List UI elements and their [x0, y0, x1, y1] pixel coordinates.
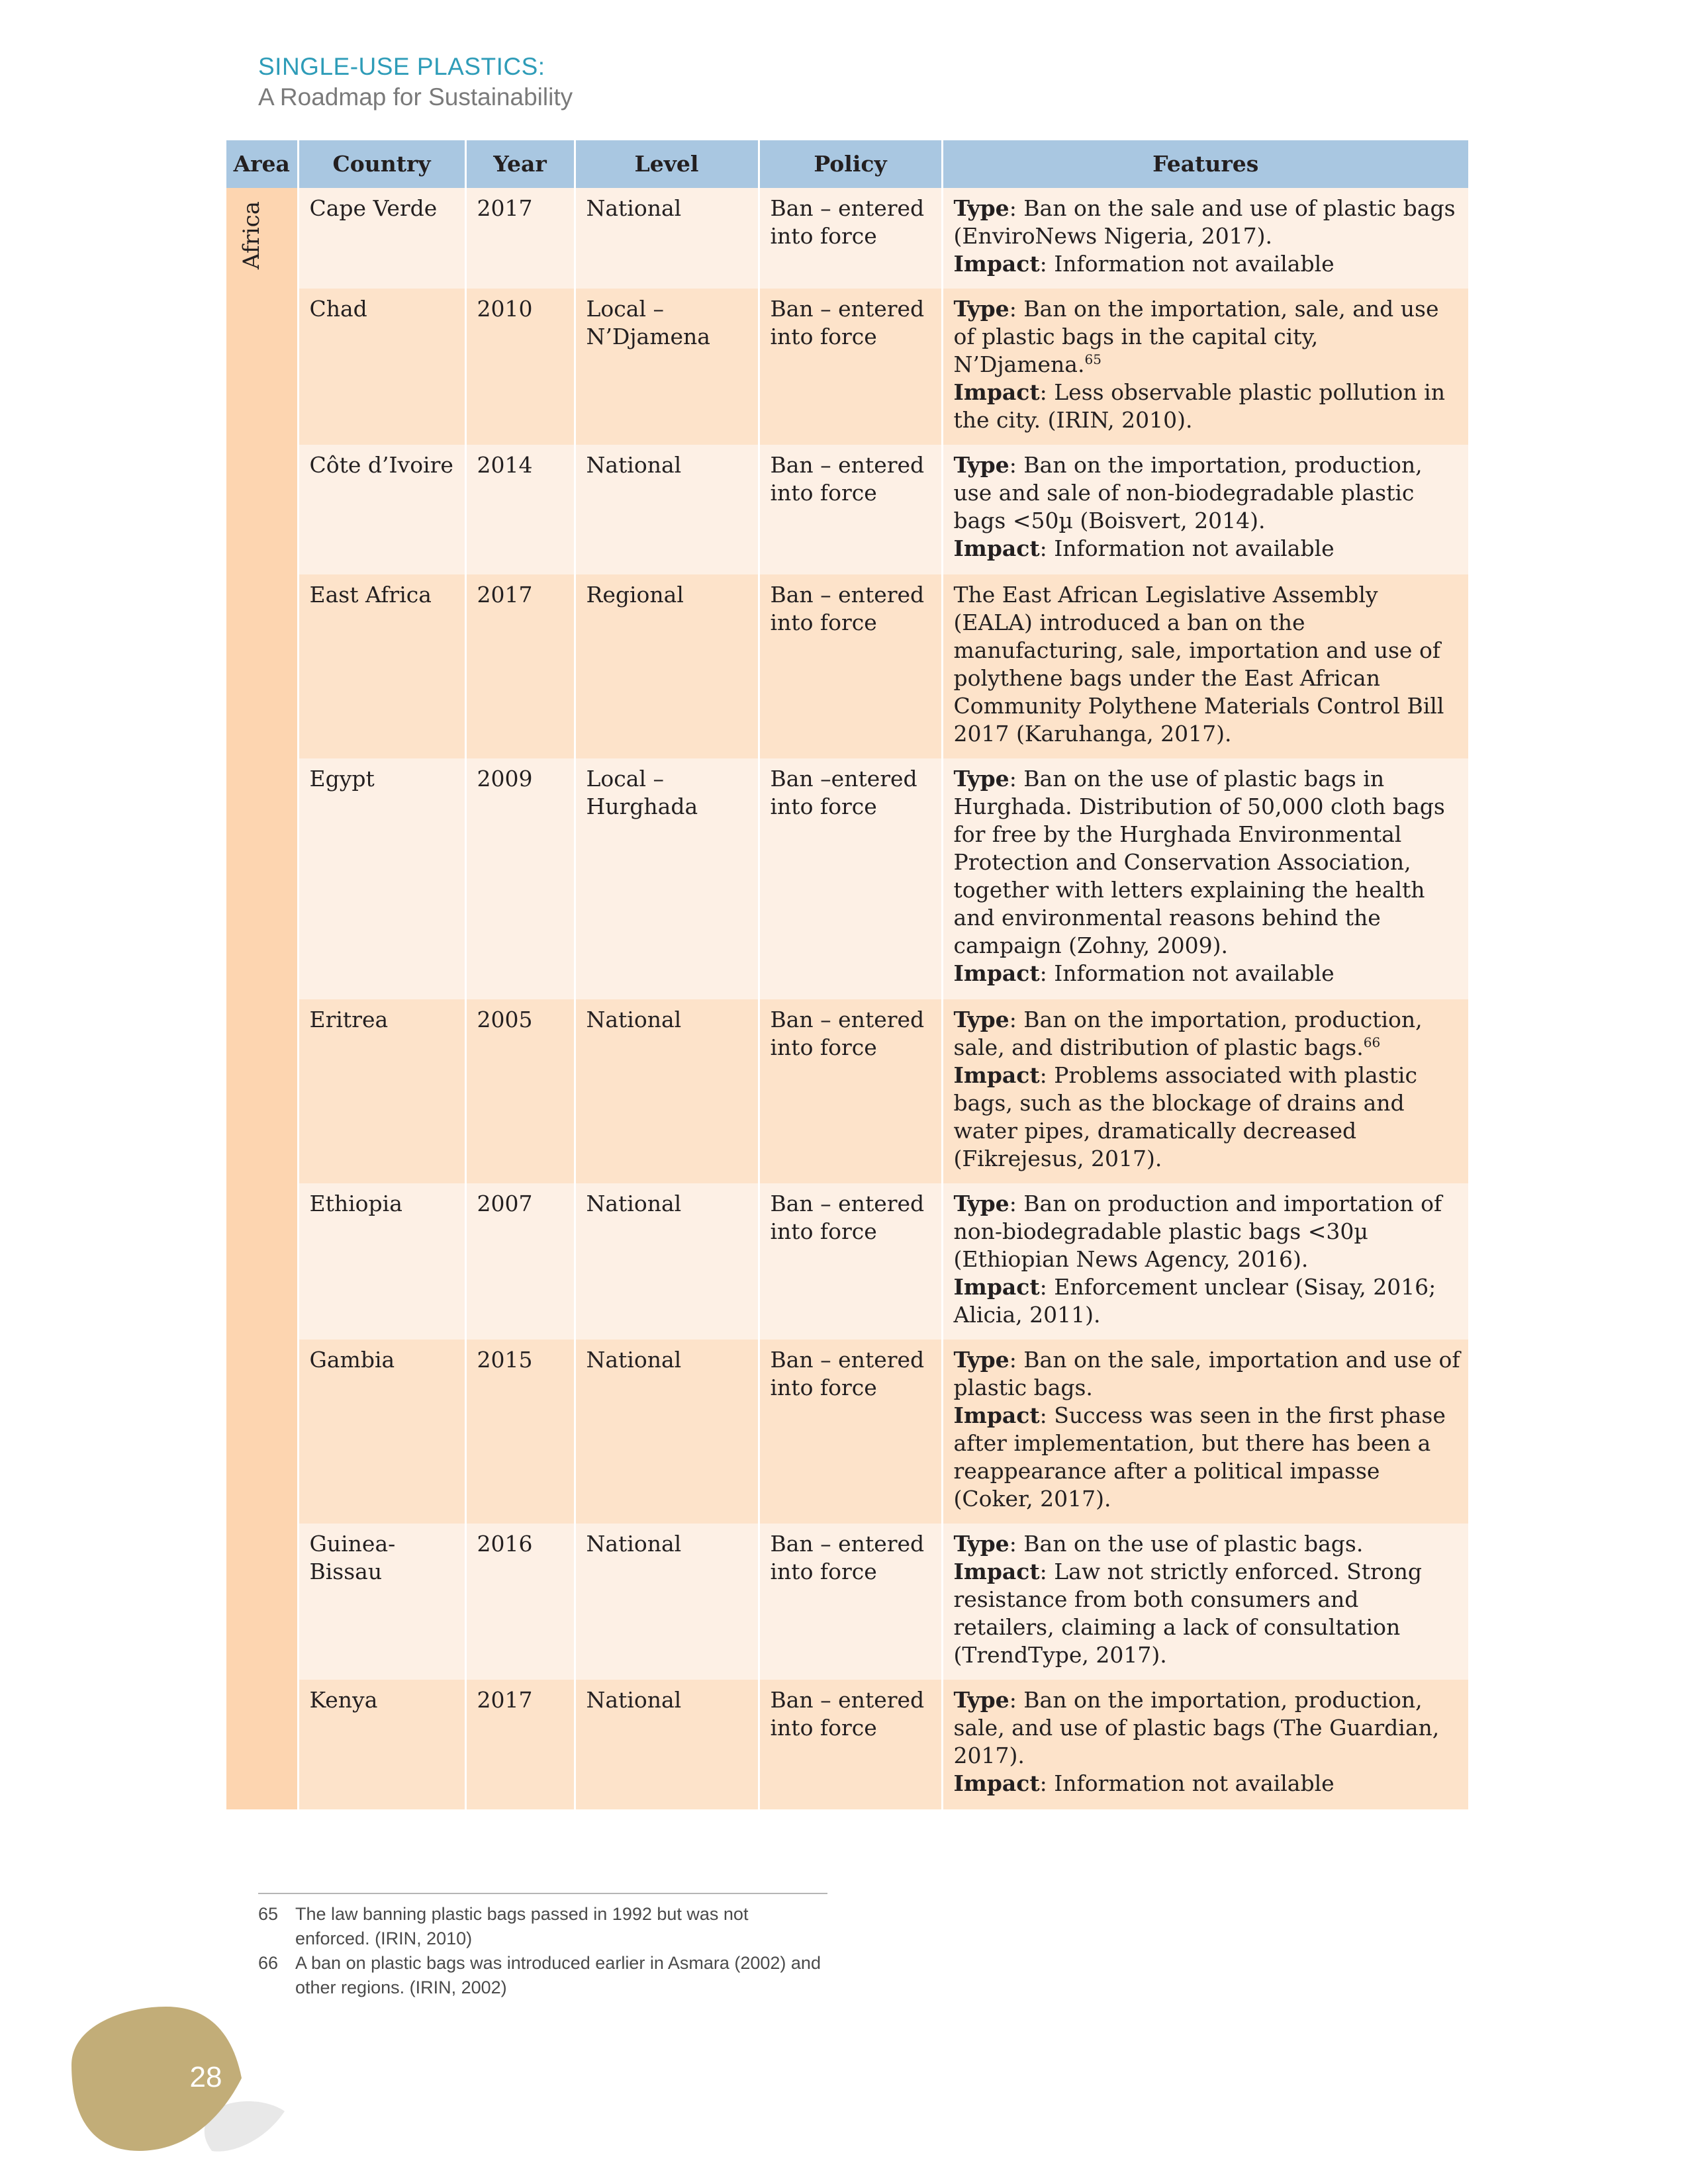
features-impact [954, 535, 1461, 563]
features-impact [954, 960, 1461, 987]
level-cell: Local – Hurghada [575, 758, 759, 999]
footnote-ref[interactable]: 66 [1363, 1034, 1381, 1050]
features-type [954, 1346, 1461, 1402]
features-impact [954, 250, 1461, 278]
footnote-divider [258, 1893, 827, 1894]
impact-label: Impact [953, 1062, 1040, 1088]
year-cell: 2017 [465, 188, 575, 289]
type-label: Type [953, 1191, 1009, 1216]
type-text: : Ban on the importation, sale, and use of plastic bags in the capital city, N’Djamena. [953, 296, 1439, 377]
impact-label: Impact [953, 1274, 1040, 1300]
features-cell [942, 574, 1468, 758]
features-cell [942, 758, 1468, 999]
impact-label: Impact [953, 379, 1040, 405]
country-cell: Guinea-Bissau [298, 1524, 465, 1680]
col-header-year: Year [465, 140, 575, 188]
level-cell: Regional [575, 574, 759, 758]
policy-table [226, 140, 1468, 1809]
type-text: : Ban on production and importation of non-biodegradable plastic bags <30µ (Ethiopian News Agency, 2016). [953, 1191, 1442, 1272]
table-row [226, 1680, 1468, 1809]
features-cell [942, 445, 1468, 574]
policy-cell: Ban – entered into force [759, 289, 942, 445]
type-label: Type [953, 195, 1009, 221]
running-header [258, 52, 573, 113]
impact-text: : Less observable plastic pollution in the city. (IRIN, 2010). [953, 379, 1445, 433]
policy-cell: Ban – entered into force [759, 1680, 942, 1809]
document-title: SINGLE-USE PLASTICS: [258, 53, 545, 80]
level-cell: National [575, 1524, 759, 1680]
features-type [954, 451, 1461, 535]
footnotes [258, 1893, 827, 2000]
type-label: Type [953, 1531, 1009, 1557]
policy-cell: Ban – entered into force [759, 1524, 942, 1680]
level-cell: National [575, 999, 759, 1183]
type-text: : Ban on the sale and use of plastic bags (EnviroNews Nigeria, 2017). [953, 195, 1456, 249]
area-cell [226, 188, 298, 1809]
level-cell: National [575, 1183, 759, 1340]
policy-cell: Ban – entered into force [759, 188, 942, 289]
level-cell: National [575, 1680, 759, 1809]
type-label: Type [953, 1687, 1009, 1713]
type-label: Type [953, 766, 1009, 792]
country-cell: Kenya [298, 1680, 465, 1809]
features-cell [942, 1524, 1468, 1680]
country-cell: Ethiopia [298, 1183, 465, 1340]
table-header-row [226, 140, 1468, 188]
country-cell: Eritrea [298, 999, 465, 1183]
features-impact [954, 1558, 1461, 1669]
impact-label: Impact [953, 1402, 1040, 1428]
impact-text: : Problems associated with plastic bags, such as the blockage of drains and water pipes, dramatically decreased (Fikrejesus, 2017). [953, 1062, 1417, 1171]
policy-cell: Ban – entered into force [759, 1183, 942, 1340]
features-type [954, 1190, 1461, 1273]
col-header-area: Area [226, 140, 298, 188]
country-cell: Cape Verde [298, 188, 465, 289]
footnote-text: The law banning plastic bags passed in 1992 but was not enforced. (IRIN, 2010) [295, 1904, 749, 1948]
type-text: : Ban on the use of plastic bags in Hurghada. Distribution of 50,000 cloth bags for free by the Hurghada Environmental Protection and Conservation Association, together with letters explaining the health and environmental reasons behind the campaign (Zohny, 2009). [953, 766, 1445, 958]
features-cell [942, 1340, 1468, 1524]
features-impact [954, 379, 1461, 434]
page-number: 28 [189, 2061, 222, 2093]
impact-label: Impact [953, 1770, 1040, 1796]
table-row [226, 289, 1468, 445]
year-cell: 2014 [465, 445, 575, 574]
country-cell: Chad [298, 289, 465, 445]
impact-text: : Law not strictly enforced. Strong resistance from both consumers and retailers, claiming a lack of consultation (TrendType, 2017). [953, 1559, 1423, 1668]
document-subtitle: A Roadmap for Sustainability [258, 83, 573, 111]
footnote-text: A ban on plastic bags was introduced earlier in Asmara (2002) and other regions. (IRIN, 2002) [295, 1953, 821, 1997]
country-cell: Egypt [298, 758, 465, 999]
features-cell [942, 188, 1468, 289]
col-header-policy: Policy [759, 140, 942, 188]
year-cell: 2017 [465, 574, 575, 758]
year-cell: 2016 [465, 1524, 575, 1680]
features-impact [954, 1273, 1461, 1329]
country-cell: Côte d’Ivoire [298, 445, 465, 574]
features-text: The East African Legislative Assembly (EALA) introduced a ban on the manufacturing, sale, importation and use of polythene bags under the East African Community Polythene Materials Control Bill 2017 (Karuhanga, 2017). [953, 582, 1444, 747]
impact-text: : Information not available [1039, 960, 1335, 986]
impact-text: : Enforcement unclear (Sisay, 2016; Alicia, 2011). [953, 1274, 1436, 1328]
impact-label: Impact [953, 960, 1040, 986]
features-type [954, 295, 1461, 379]
features-cell [942, 289, 1468, 445]
type-label: Type [953, 452, 1009, 478]
type-label: Type [953, 1347, 1009, 1373]
features-cell [942, 1680, 1468, 1809]
table-row [226, 1183, 1468, 1340]
footnote-ref[interactable]: 65 [1084, 351, 1102, 367]
impact-label: Impact [953, 535, 1040, 561]
country-cell: Gambia [298, 1340, 465, 1524]
policy-cell: Ban – entered into force [759, 445, 942, 574]
impact-text: : Information not available [1039, 535, 1335, 561]
type-label: Type [953, 1007, 1009, 1032]
level-cell: Local – N’Djamena [575, 289, 759, 445]
type-label: Type [953, 296, 1009, 322]
table-row [226, 445, 1468, 574]
features-type [954, 1686, 1461, 1770]
level-cell: National [575, 188, 759, 289]
features-impact [954, 1402, 1461, 1513]
col-header-country: Country [298, 140, 465, 188]
level-cell: National [575, 1340, 759, 1524]
policy-cell: Ban – entered into force [759, 999, 942, 1183]
features-cell [942, 999, 1468, 1183]
policy-cell: Ban – entered into force [759, 1340, 942, 1524]
table-row [226, 188, 1468, 289]
features-impact [954, 1062, 1461, 1173]
table-row [226, 758, 1468, 999]
impact-text: : Success was seen in the first phase after implementation, but there has been a reappearance after a political impasse (Coker, 2017). [953, 1402, 1446, 1512]
table-row [226, 1524, 1468, 1680]
table-row [226, 1340, 1468, 1524]
year-cell: 2015 [465, 1340, 575, 1524]
year-cell: 2005 [465, 999, 575, 1183]
impact-label: Impact [953, 251, 1040, 277]
policy-cell: Ban –entered into force [759, 758, 942, 999]
impact-text: : Information not available [1039, 251, 1335, 277]
features-type [954, 195, 1461, 250]
year-cell: 2017 [465, 1680, 575, 1809]
impact-text: : Information not available [1039, 1770, 1335, 1796]
table-row [226, 999, 1468, 1183]
policy-cell: Ban – entered into force [759, 574, 942, 758]
type-text: : Ban on the sale, importation and use of plastic bags. [953, 1347, 1460, 1400]
features-type [954, 1006, 1461, 1062]
year-cell: 2009 [465, 758, 575, 999]
impact-label: Impact [953, 1559, 1040, 1584]
area-label: Africa [238, 201, 265, 269]
footnote-number: 65 [258, 1904, 279, 1924]
col-header-features: Features [942, 140, 1468, 188]
type-text: : Ban on the importation, production, sale, and use of plastic bags (The Guardian, 2017). [953, 1687, 1440, 1768]
col-header-level: Level [575, 140, 759, 188]
footnote-number: 66 [258, 1953, 279, 1973]
year-cell: 2010 [465, 289, 575, 445]
footnote-item [258, 1902, 827, 1951]
footnote-item [258, 1951, 827, 2000]
type-text: : Ban on the use of plastic bags. [1009, 1531, 1364, 1557]
features-type [954, 1530, 1461, 1558]
features-cell [942, 1183, 1468, 1340]
features-type [954, 765, 1461, 960]
features-impact [954, 1770, 1461, 1797]
year-cell: 2007 [465, 1183, 575, 1340]
table-row [226, 574, 1468, 758]
level-cell: National [575, 445, 759, 574]
country-cell: East Africa [298, 574, 465, 758]
type-text: : Ban on the importation, production, sale, and distribution of plastic bags. [953, 1007, 1423, 1060]
type-text: : Ban on the importation, production, use and sale of non-biodegradable plastic bags <50µ (Boisvert, 2014). [953, 452, 1423, 533]
